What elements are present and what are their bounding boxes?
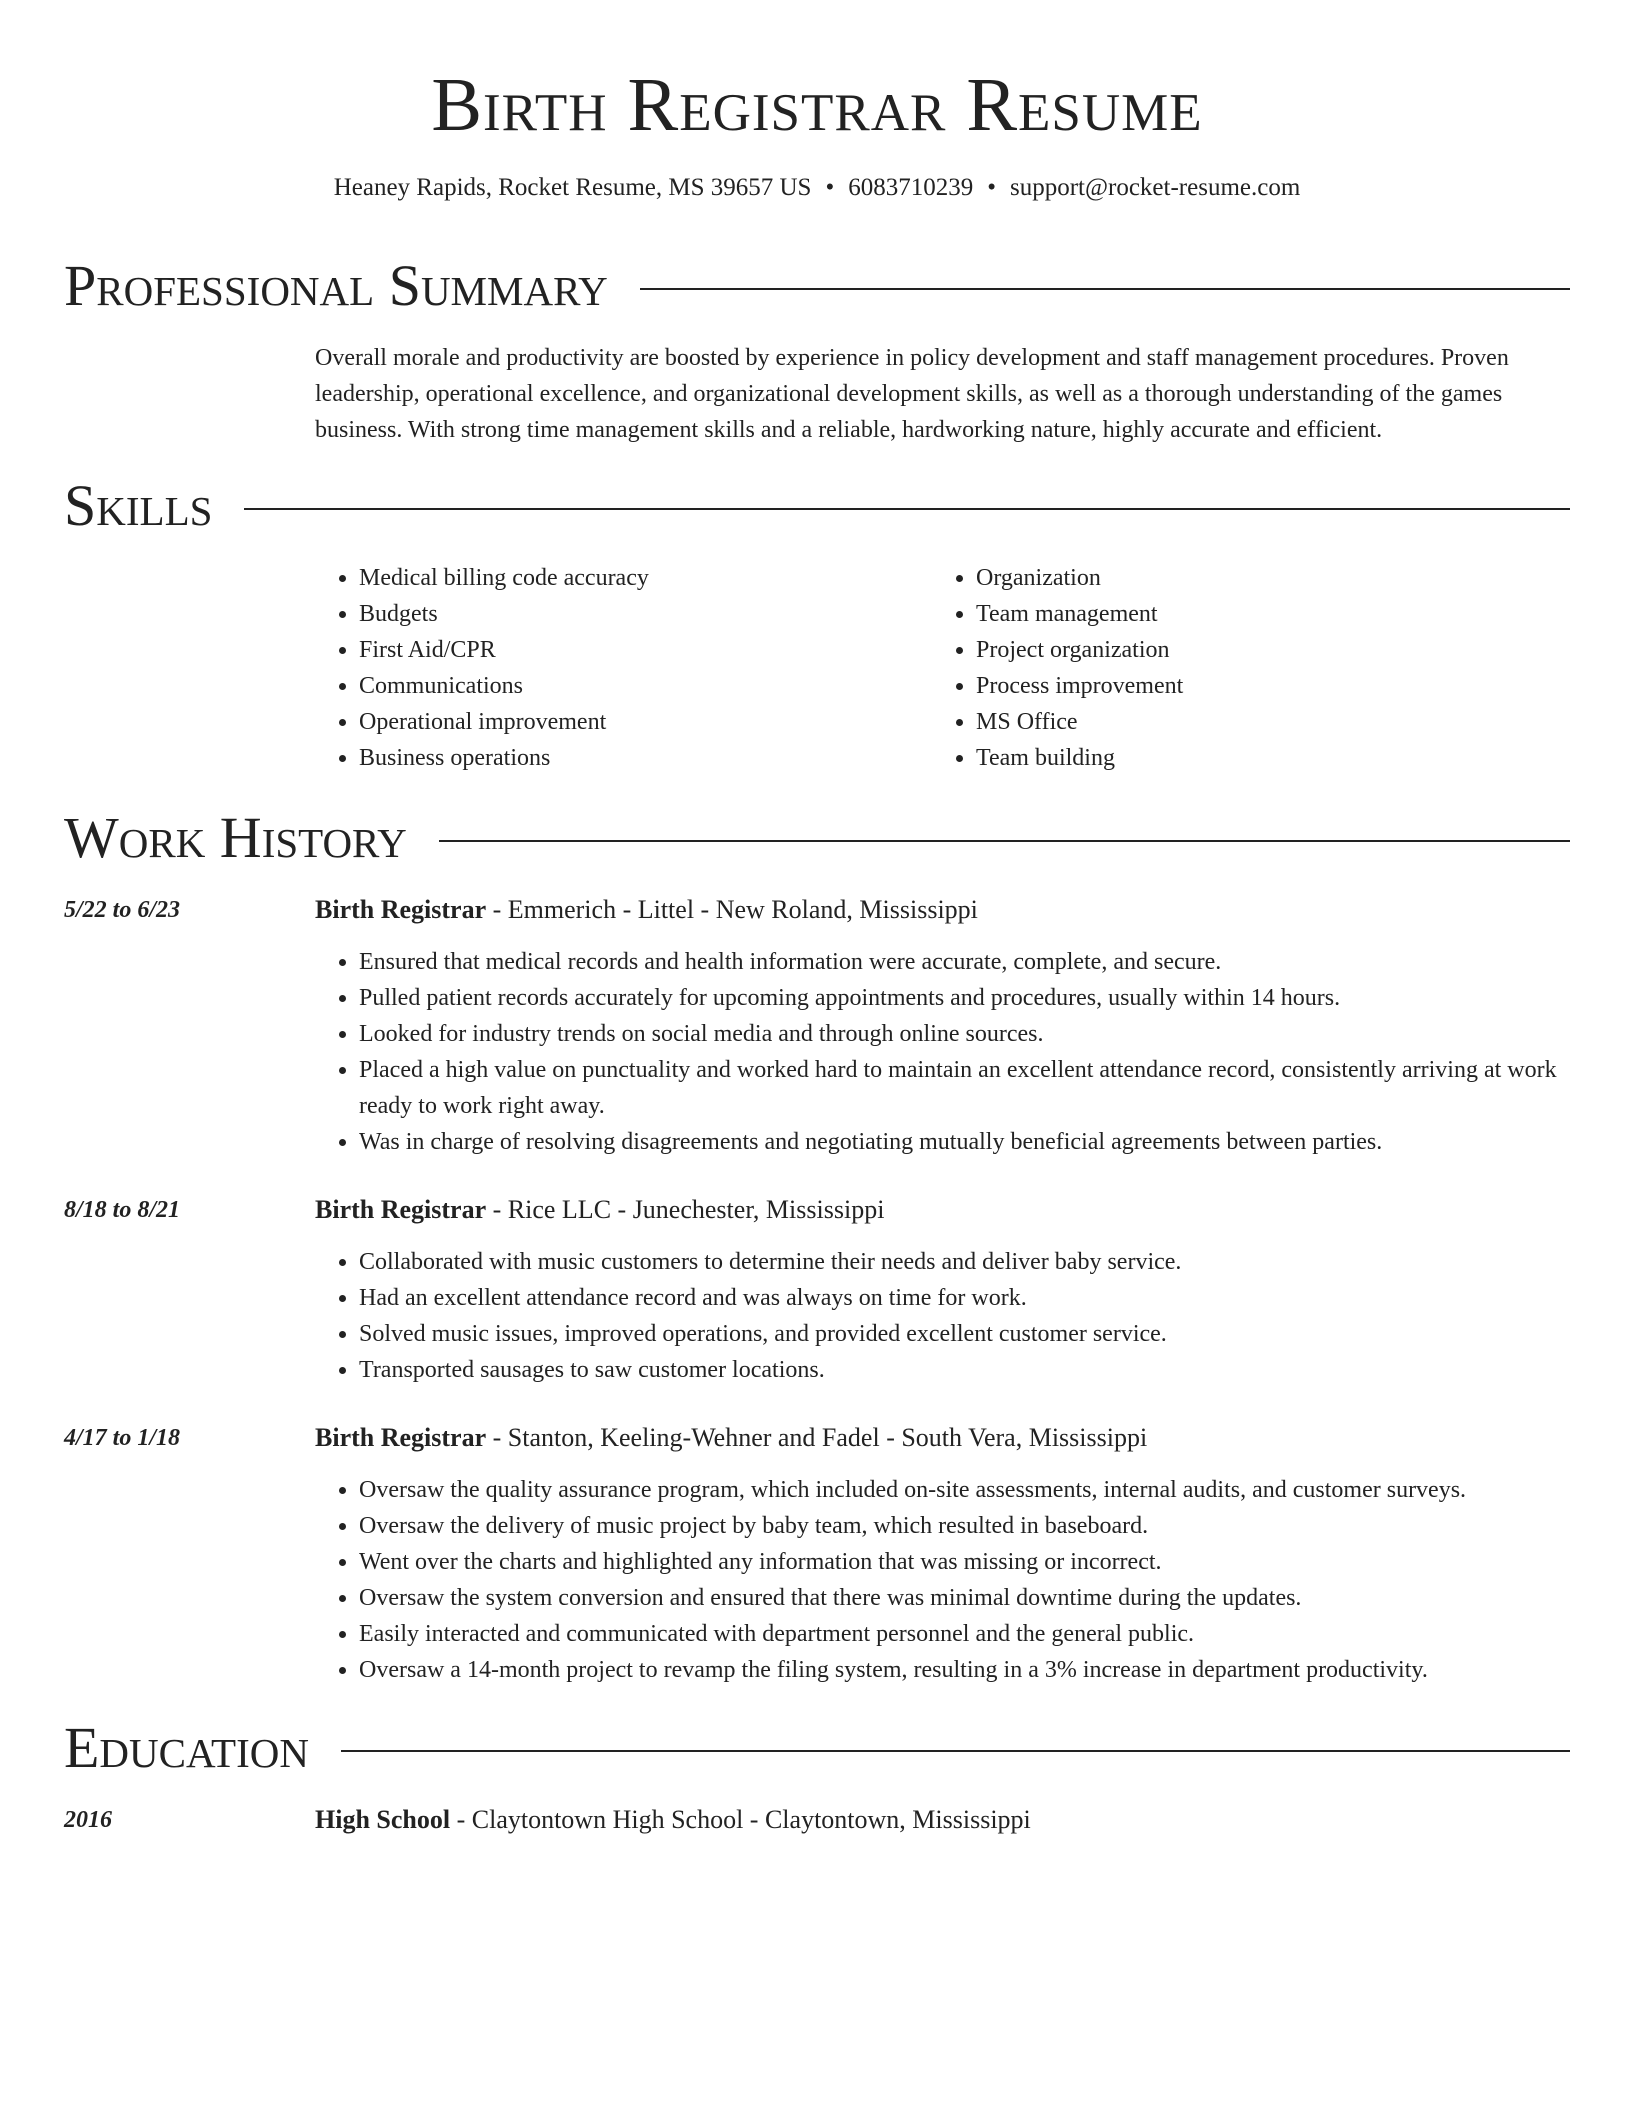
- education-body: [315, 1802, 1570, 1838]
- job-body: [315, 892, 1570, 1160]
- job-dates: 4/17 to 1/18: [64, 1425, 181, 1451]
- job-bullet: • Oversaw a 14-month project to revamp the filing system, resulting in a 3% increase in department productivity.: [359, 1652, 1570, 1688]
- skills-section-heading: [64, 474, 1570, 538]
- job-employer: - Emmerich - Littel - New Roland, Mississippi: [486, 895, 978, 924]
- contact-email: support@rocket-resume.com: [1009, 174, 1301, 201]
- skill-item: • Team building: [976, 740, 1549, 776]
- job-bullet: • Had an excellent attendance record and was always on time for work.: [359, 1280, 1570, 1316]
- job-bullet: • Collaborated with music customers to determine their needs and deliver baby service.: [359, 1244, 1570, 1280]
- job-bullets: [315, 1244, 1570, 1388]
- job-bullet: • Looked for industry trends on social media and through online sources.: [359, 1016, 1570, 1052]
- job-entry: [64, 1420, 1570, 1688]
- job-bullet: • Ensured that medical records and health information were accurate, complete, and secure.: [359, 944, 1570, 980]
- job-bullet: • Pulled patient records accurately for upcoming appointments and procedures, usually within 14 hours.: [359, 980, 1570, 1016]
- resume-title: Birth Registrar Resume: [431, 63, 1203, 147]
- contact-address: Heaney Rapids, Rocket Resume, MS 39657 US: [333, 174, 812, 201]
- job-bullets: [315, 1472, 1570, 1688]
- job-employer: - Stanton, Keeling-Wehner and Fadel - South Vera, Mississippi: [486, 1423, 1148, 1452]
- section-divider: [640, 288, 1570, 290]
- resume-page: [64, 0, 1570, 1838]
- job-entry: [64, 892, 1570, 1160]
- summary-section-heading: [64, 254, 1570, 318]
- skill-item: • Budgets: [359, 596, 932, 632]
- skill-item: • Communications: [359, 668, 932, 704]
- job-bullet: • Oversaw the quality assurance program, which included on-site assessments, internal audits, and customer surveys.: [359, 1472, 1570, 1508]
- education-entry: [64, 1802, 1570, 1838]
- job-bullet: • Oversaw the delivery of music project by baby team, which resulted in baseboard.: [359, 1508, 1570, 1544]
- education-section-heading: [64, 1716, 1570, 1780]
- job-employer: - Rice LLC - Junechester, Mississippi: [486, 1195, 885, 1224]
- job-body: [315, 1192, 1570, 1388]
- skill-item: • First Aid/CPR: [359, 632, 932, 668]
- section-divider: [341, 1750, 1570, 1752]
- job-title: Birth Registrar: [315, 895, 487, 924]
- work-history-section-heading: [64, 806, 1570, 870]
- skill-item: • Organization: [976, 560, 1549, 596]
- contact-phone: 6083710239: [848, 174, 974, 201]
- job-dates: 5/22 to 6/23: [64, 897, 181, 923]
- skills-list: [315, 560, 1570, 776]
- education-degree: High School: [315, 1805, 451, 1834]
- education-school: - Claytontown High School - Claytontown, Mississippi: [450, 1805, 1031, 1834]
- job-bullet: • Transported sausages to saw customer locations.: [359, 1352, 1570, 1388]
- job-bullet: • Easily interacted and communicated with department personnel and the general public.: [359, 1616, 1570, 1652]
- job-bullet: • Placed a high value on punctuality and worked hard to maintain an excellent attendance record, consistently arriving at work ready to work right away.: [359, 1052, 1570, 1124]
- summary-heading-text: Professional Summary: [64, 253, 608, 318]
- skill-item: • Project organization: [976, 632, 1549, 668]
- skill-item: • Medical billing code accuracy: [359, 560, 932, 596]
- job-title: Birth Registrar: [315, 1423, 487, 1452]
- job-bullet: • Solved music issues, improved operations, and provided excellent customer service.: [359, 1316, 1570, 1352]
- skill-item: • Business operations: [359, 740, 932, 776]
- summary-paragraph: Overall morale and productivity are boosted by experience in policy development and staff management procedures. Proven leadership, operational excellence, and organizational development skills, as well as a thorough understanding of the games business. With strong time management skills and a reliable, hardworking nature, highly accurate and efficient.: [315, 345, 1509, 443]
- section-divider: [439, 840, 1570, 842]
- job-heading: [315, 1192, 1570, 1228]
- skills-column-right: [932, 560, 1549, 776]
- education-date: 2016: [64, 1807, 112, 1833]
- skill-item: • MS Office: [976, 704, 1549, 740]
- job-title: Birth Registrar: [315, 1195, 487, 1224]
- job-heading: [315, 1420, 1570, 1456]
- job-heading: [315, 892, 1570, 928]
- job-bullet: • Was in charge of resolving disagreements and negotiating mutually beneficial agreements between parties.: [359, 1124, 1570, 1160]
- skill-item: • Operational improvement: [359, 704, 932, 740]
- skills-column-left: [315, 560, 932, 776]
- job-bullets: [315, 944, 1570, 1160]
- education-heading-text: Education: [64, 1715, 309, 1780]
- skill-item: • Team management: [976, 596, 1549, 632]
- work-history-heading-text: Work History: [64, 805, 407, 870]
- job-body: [315, 1420, 1570, 1688]
- job-bullet: • Oversaw the system conversion and ensured that there was minimal downtime during the updates.: [359, 1580, 1570, 1616]
- contact-separator: •: [825, 174, 835, 201]
- section-divider: [244, 508, 1570, 510]
- job-bullet: • Went over the charts and highlighted any information that was missing or incorrect.: [359, 1544, 1570, 1580]
- contact-line: [64, 172, 1570, 204]
- education-heading: [315, 1802, 1570, 1838]
- skill-item: • Process improvement: [976, 668, 1549, 704]
- job-dates: 8/18 to 8/21: [64, 1197, 181, 1223]
- job-entry: [64, 1192, 1570, 1388]
- contact-separator: •: [987, 174, 996, 201]
- skills-heading-text: Skills: [64, 473, 213, 538]
